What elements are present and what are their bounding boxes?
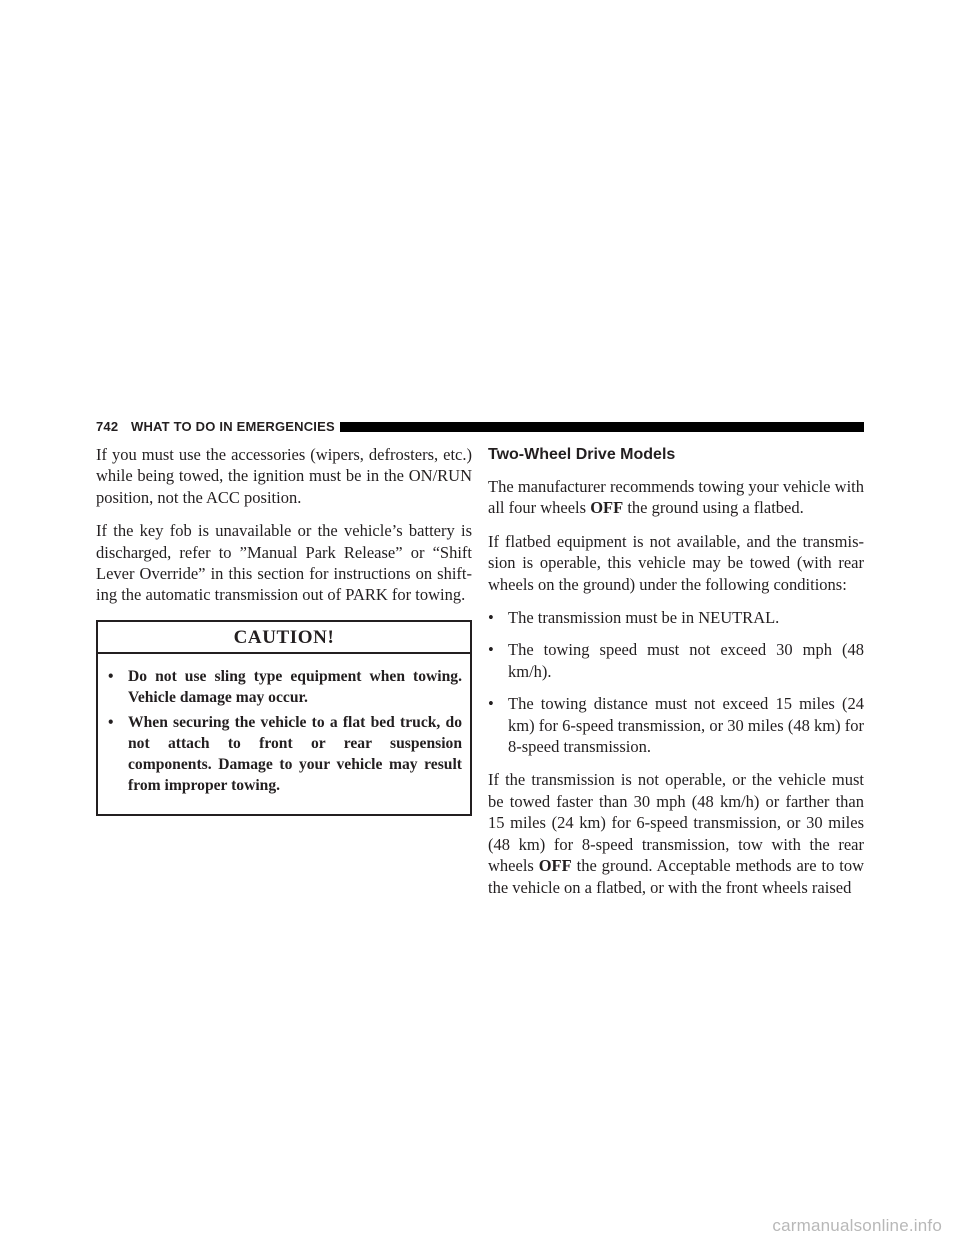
off-emphasis: OFF [590, 498, 624, 518]
right-column [488, 444, 864, 910]
page-number: 742 [96, 419, 119, 434]
list-item [488, 607, 864, 628]
bullet-icon: • [108, 668, 114, 686]
accessories-paragraph: If you must use the accessories (wipers, defrosters, etc.) while being towed, the ignition must be in the ON/RUN position, not the ACC position. [96, 445, 472, 507]
caution-box [96, 620, 472, 816]
two-wheel-drive-heading: Two-Wheel Drive Models [488, 446, 676, 463]
off-emphasis: OFF [538, 856, 572, 876]
caution-item-text: Do not use sling type equipment when towing. Vehicle damage may occur. [128, 668, 462, 707]
not-operable-paragraph [488, 769, 864, 897]
bullet-icon: • [108, 714, 114, 732]
condition-text: The towing distance must not exceed 15 miles (24 km) for 6-speed transmission, or 30 miles (48 km) for 8-speed transmission. [508, 694, 864, 757]
key-fob-paragraph: If the key fob is unavailable or the vehicle’s battery is discharged, refer to ”Manual Park Release” or “Shift Lever Override” in this section for instructions on shift-ing the automatic transmission out of PARK for towing. [96, 521, 472, 605]
condition-text: The towing speed must not exceed 30 mph (48 km/h). [508, 640, 864, 681]
caution-item [108, 712, 462, 796]
page-header [96, 417, 864, 437]
recommendation-text-end: the ground using a flatbed. [623, 498, 804, 518]
caution-title: CAUTION! [98, 622, 470, 654]
caution-list [98, 654, 470, 814]
left-column [96, 444, 472, 816]
list-item [488, 693, 864, 757]
header-rule [340, 422, 864, 432]
condition-text: The transmission must be in NEUTRAL. [508, 608, 780, 628]
list-item [488, 639, 864, 682]
caution-item-text: When securing the vehicle to a flat bed truck, do not attach to front or rear suspension components. Damage to your vehicle may result from improper towing. [128, 714, 462, 795]
towing-conditions-list [488, 607, 864, 757]
caution-item [108, 666, 462, 708]
not-operable-text: If the transmission is not operable, or the vehicle must be towed faster than 30 mph (48 km/h) or farther than 15 miles (24 km) for 6-speed transmission, or 30 miles (48 km) for 8-speed transmission, tow with the rear wheels [488, 770, 864, 876]
watermark: carmanualsonline.info [772, 1216, 942, 1235]
section-title: WHAT TO DO IN EMERGENCIES [131, 419, 335, 434]
flatbed-unavailable-paragraph: If flatbed equipment is not available, and the transmis-sion is operable, this vehicle may be towed (with rear wheels on the ground) under the following conditions: [488, 531, 864, 594]
recommendation-paragraph [488, 476, 864, 519]
bullet-icon: • [488, 608, 494, 628]
bullet-icon: • [488, 640, 494, 660]
bullet-icon: • [488, 694, 494, 714]
recommendation-text: The manufacturer recommends towing your vehicle with all four wheels [488, 477, 864, 518]
not-operable-text-end: the ground. Acceptable methods are to tow the vehicle on a flatbed, or with the front wheels raised [488, 856, 864, 897]
